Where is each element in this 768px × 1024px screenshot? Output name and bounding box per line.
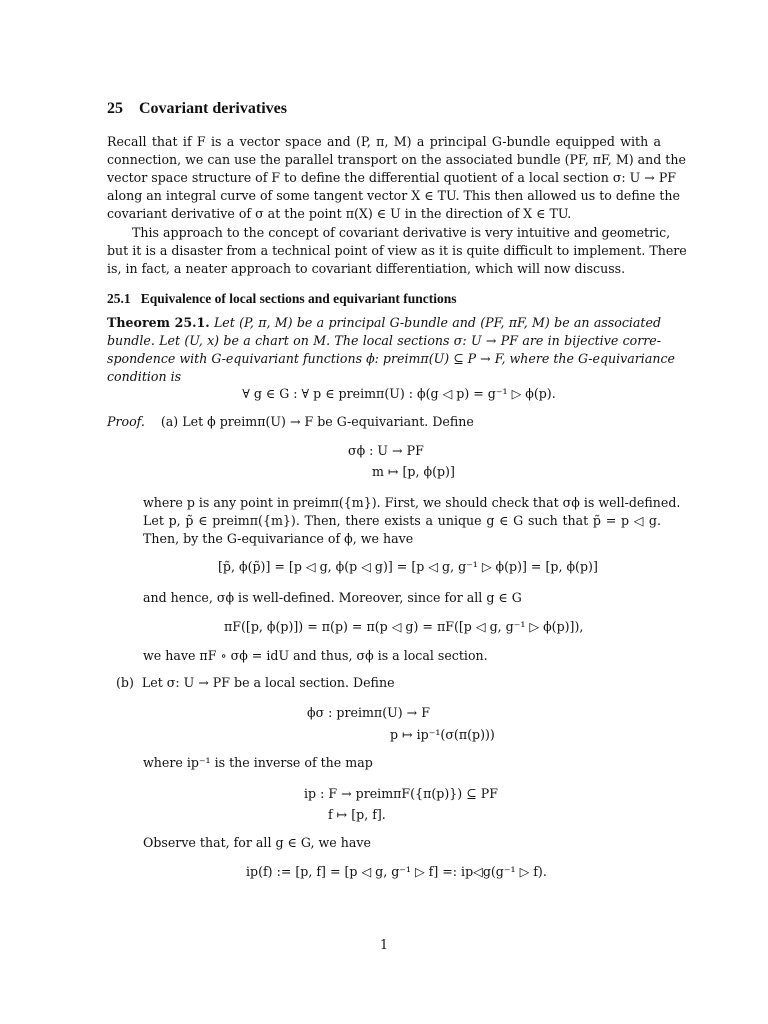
ip-map-line2: f ↦ [p, f]. (328, 807, 386, 822)
subsection-title: Equivalence of local sections and equivariant functions (140, 291, 457, 306)
proof-b-text2: Observe that, for all g ∈ G, we have (143, 835, 371, 850)
phi-sigma-def-line1: ϕσ : preimπ(U) → F (307, 705, 430, 720)
proof-a-intro: Let ϕ preimπ(U) → F be G-equivariant. Define (182, 414, 474, 429)
equivariance-equation: ∀ g ∈ G : ∀ p ∈ preimπ(U) : ϕ(g ◁ p) = g⁻¹ ▷ ϕ(p). (242, 386, 556, 401)
section-number: 25 (107, 100, 123, 117)
text-line: Recall that if F is a vector space and (P, π, M) a principal G-bundle equipped with a (107, 134, 661, 149)
proof-label: Proof. (107, 414, 145, 429)
text-line: vector space structure of F to define the differential quotient of a local section σ: U → PF (107, 170, 677, 185)
proof-b-intro: Let σ: U → PF be a local section. Define (141, 675, 395, 690)
text-line: connection, we can use the parallel transport on the associated bundle (PF, πF, M) and the (107, 152, 686, 167)
theorem-line (107, 314, 661, 332)
ip-equivariance-equation: ip(f) := [p, f] = [p ◁ g, g⁻¹ ▷ f] =: ip◁g(g⁻¹ ▷ f). (246, 864, 547, 879)
projection-equation: πF([p, ϕ(p)]) = π(p) = π(p ◁ g) = πF([p ◁ g, g⁻¹ ▷ ϕ(p)]), (224, 619, 584, 634)
sigma-phi-def-line1: σϕ : U → PF (348, 443, 424, 458)
well-defined-equation: [p̃, ϕ(p̃)] = [p ◁ g, ϕ(p ◁ g)] = [p ◁ g, g⁻¹ ▷ ϕ(p)] = [p, ϕ(p)] (218, 559, 598, 574)
subsection-heading (107, 290, 457, 308)
text-line: covariant derivative of σ at the point π(X) ∈ U in the direction of X ∈ TU. (107, 206, 572, 221)
text-line: along an integral curve of some tangent vector X ∈ TU. This then allowed us to define the (107, 188, 680, 203)
theorem-block (107, 314, 675, 386)
ip-map-line1: ip : F → preimπF({π(p)}) ⊆ PF (304, 786, 498, 801)
text-line: Then, by the G-equivariance of ϕ, we have (143, 531, 414, 546)
theorem-line: spondence with G-equivariant functions ϕ: preimπ(U) ⊆ P → F, where the G-equivariance (107, 351, 675, 366)
text-line: Let p, p̃ ∈ preimπ({m}). Then, there exists a unique g ∈ G such that p̃ = p ◁ g. (143, 513, 661, 528)
theorem-line: condition is (107, 369, 182, 384)
text-line: but it is a disaster from a technical point of view as it is quite difficult to implement. There (107, 243, 687, 258)
text-line: This approach to the concept of covariant derivative is very intuitive and geometric, (132, 225, 671, 240)
proof-a-text1 (143, 494, 681, 548)
section-title: Covariant derivatives (139, 100, 287, 117)
proof-b-text1: where ip⁻¹ is the inverse of the map (143, 755, 373, 770)
proof-b-marker: (b) (116, 675, 134, 690)
approach-paragraph (107, 224, 687, 278)
text-line: where p is any point in preimπ({m}). First, we should check that σϕ is well-defined. (143, 495, 681, 510)
proof-a-marker: (a) (160, 414, 179, 429)
section-heading (107, 100, 287, 118)
subsection-number: 25.1 (107, 291, 131, 306)
page-number: 1 (379, 937, 388, 952)
theorem-text: Let (P, π, M) be a principal G-bundle and (PF, πF, M) be an associated (213, 315, 662, 330)
phi-sigma-def-line2: p ↦ ip⁻¹(σ(π(p))) (390, 727, 495, 742)
theorem-line: bundle. Let (U, x) be a chart on M. The local sections σ: U → PF are in bijective corre- (107, 333, 661, 348)
proof-a-text3: we have πF ∘ σϕ = idU and thus, σϕ is a local section. (143, 648, 488, 663)
text-line: is, in fact, a neater approach to covariant differentiation, which will now discuss. (107, 261, 626, 276)
proof-a-text2: and hence, σϕ is well-defined. Moreover, since for all g ∈ G (143, 590, 522, 605)
proof-b-start (116, 675, 395, 690)
intro-paragraph (107, 133, 686, 223)
sigma-phi-def-line2: m ↦ [p, ϕ(p)] (372, 464, 455, 479)
proof-start (107, 414, 474, 429)
theorem-label: Theorem 25.1. (107, 315, 210, 330)
